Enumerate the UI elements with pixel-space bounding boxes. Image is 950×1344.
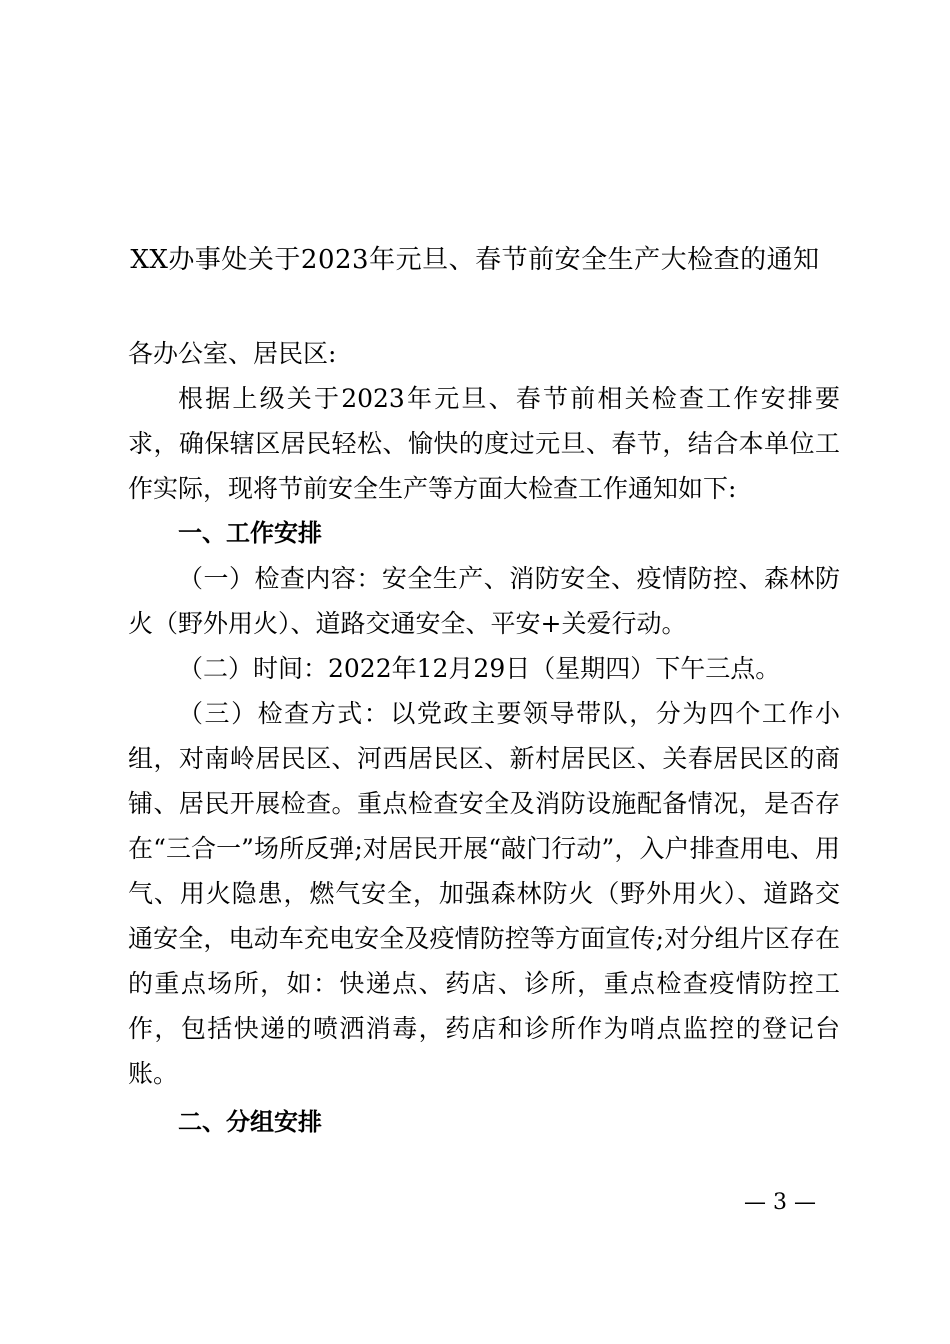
item-time: （二）时间：2022年12月29日（星期四）下午三点。 <box>178 654 781 683</box>
section-heading-group-arrangement: 二、分组安排 <box>178 1108 322 1136</box>
page-number: — 3 — <box>744 1190 816 1215</box>
intro-paragraph: 根据上级关于2023年元旦、春节前相关检查工作安排要求，确保辖区居民轻松、愉快的度过元旦、春节，结合本单位工作实际，现将节前安全生产等方面大检查工作通知如下: <box>128 384 840 503</box>
item-inspection-method: （三）检查方式：以党政主要领导带队，分为四个工作小组，对南岭居民区、河西居民区、新村居民区、关春居民区的商铺、居民开展检查。重点检查安全及消防设施配备情况，是否存在“三合一”场所反弹;对居民开展“敲门行动”，入户排查用电、用气、用火隐患，燃气安全，加强森林防火（野外用火）、道路交通安全，电动车充电安全及疫情防控等方面宣传;对分组片区存在的重点场所，如：快递点、药店、诊所，重点检查疫情防控工作，包括快递的喷洒消毒，药店和诊所作为哨点监控的登记台账。 <box>128 699 840 1088</box>
document-body <box>128 331 840 1145</box>
salutation: 各办公室、居民区: <box>128 339 337 368</box>
item-inspection-content: （一）检查内容：安全生产、消防安全、疫情防控、森林防火（野外用火）、道路交通安全、平安+关爱行动。 <box>128 564 840 638</box>
section-heading-work-arrangement: 一、工作安排 <box>178 519 322 547</box>
document-title: XX办事处关于2023年元旦、春节前安全生产大检查的通知 <box>130 245 820 275</box>
